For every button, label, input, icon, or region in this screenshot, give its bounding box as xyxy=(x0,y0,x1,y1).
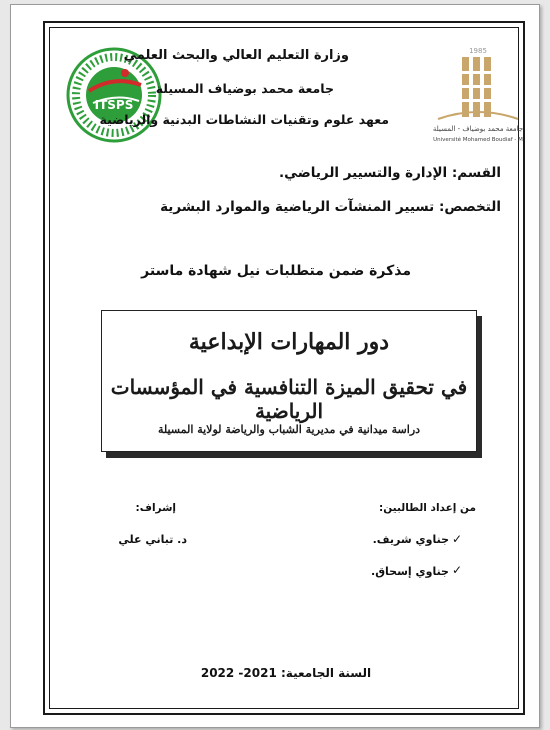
thesis-title-line2: في تحقيق الميزة التنافسية في المؤسسات الرياضية xyxy=(110,375,468,423)
university-logo xyxy=(418,45,538,145)
prepared-by-label: من إعداد الطالبين: xyxy=(379,502,476,514)
thesis-subtitle: دراسة ميدانية في مديرية الشباب والرياضة لولاية المسيلة xyxy=(157,423,421,436)
university-logo-year: 1985 xyxy=(469,47,487,55)
institute-logo-text: ITSPS xyxy=(94,98,134,112)
document-page xyxy=(10,4,540,728)
ministry-name: وزارة التعليم العالي والبحث العلمي xyxy=(123,48,349,63)
student-name-1: جناوي شريف. xyxy=(372,533,449,546)
student-name-2: جناوي إسحاق. xyxy=(371,565,449,578)
university-logo-french: Université Mohamed Boudiaf - M xyxy=(433,137,523,143)
thesis-title-line1: دور المهارات الإبداعية xyxy=(188,329,390,355)
supervisor-label: إشراف: xyxy=(135,502,176,514)
supervisor-name: د. تباني علي xyxy=(118,533,187,546)
institute-name: معهد علوم وتقنيات النشاطات البدنية والرياضية xyxy=(99,112,389,127)
thesis-title-box xyxy=(101,310,477,452)
academic-year: السنة الجامعية: 2021- 2022 xyxy=(200,666,372,680)
specialty-line: التخصص: تسيير المنشآت الرياضية والموارد البشرية xyxy=(160,199,501,215)
memo-title: مذكرة ضمن متطلبات نيل شهادة ماستر xyxy=(141,263,411,279)
check-icon: ✓ xyxy=(451,563,462,577)
university-logo-arabic: جامعة محمد بوضياف - المسيلة xyxy=(432,125,524,133)
department-line: القسم: الإدارة والتسيير الرياضي. xyxy=(278,165,501,181)
check-icon: ✓ xyxy=(451,532,462,546)
university-name: جامعة محمد بوضياف المسيلة xyxy=(155,81,334,96)
